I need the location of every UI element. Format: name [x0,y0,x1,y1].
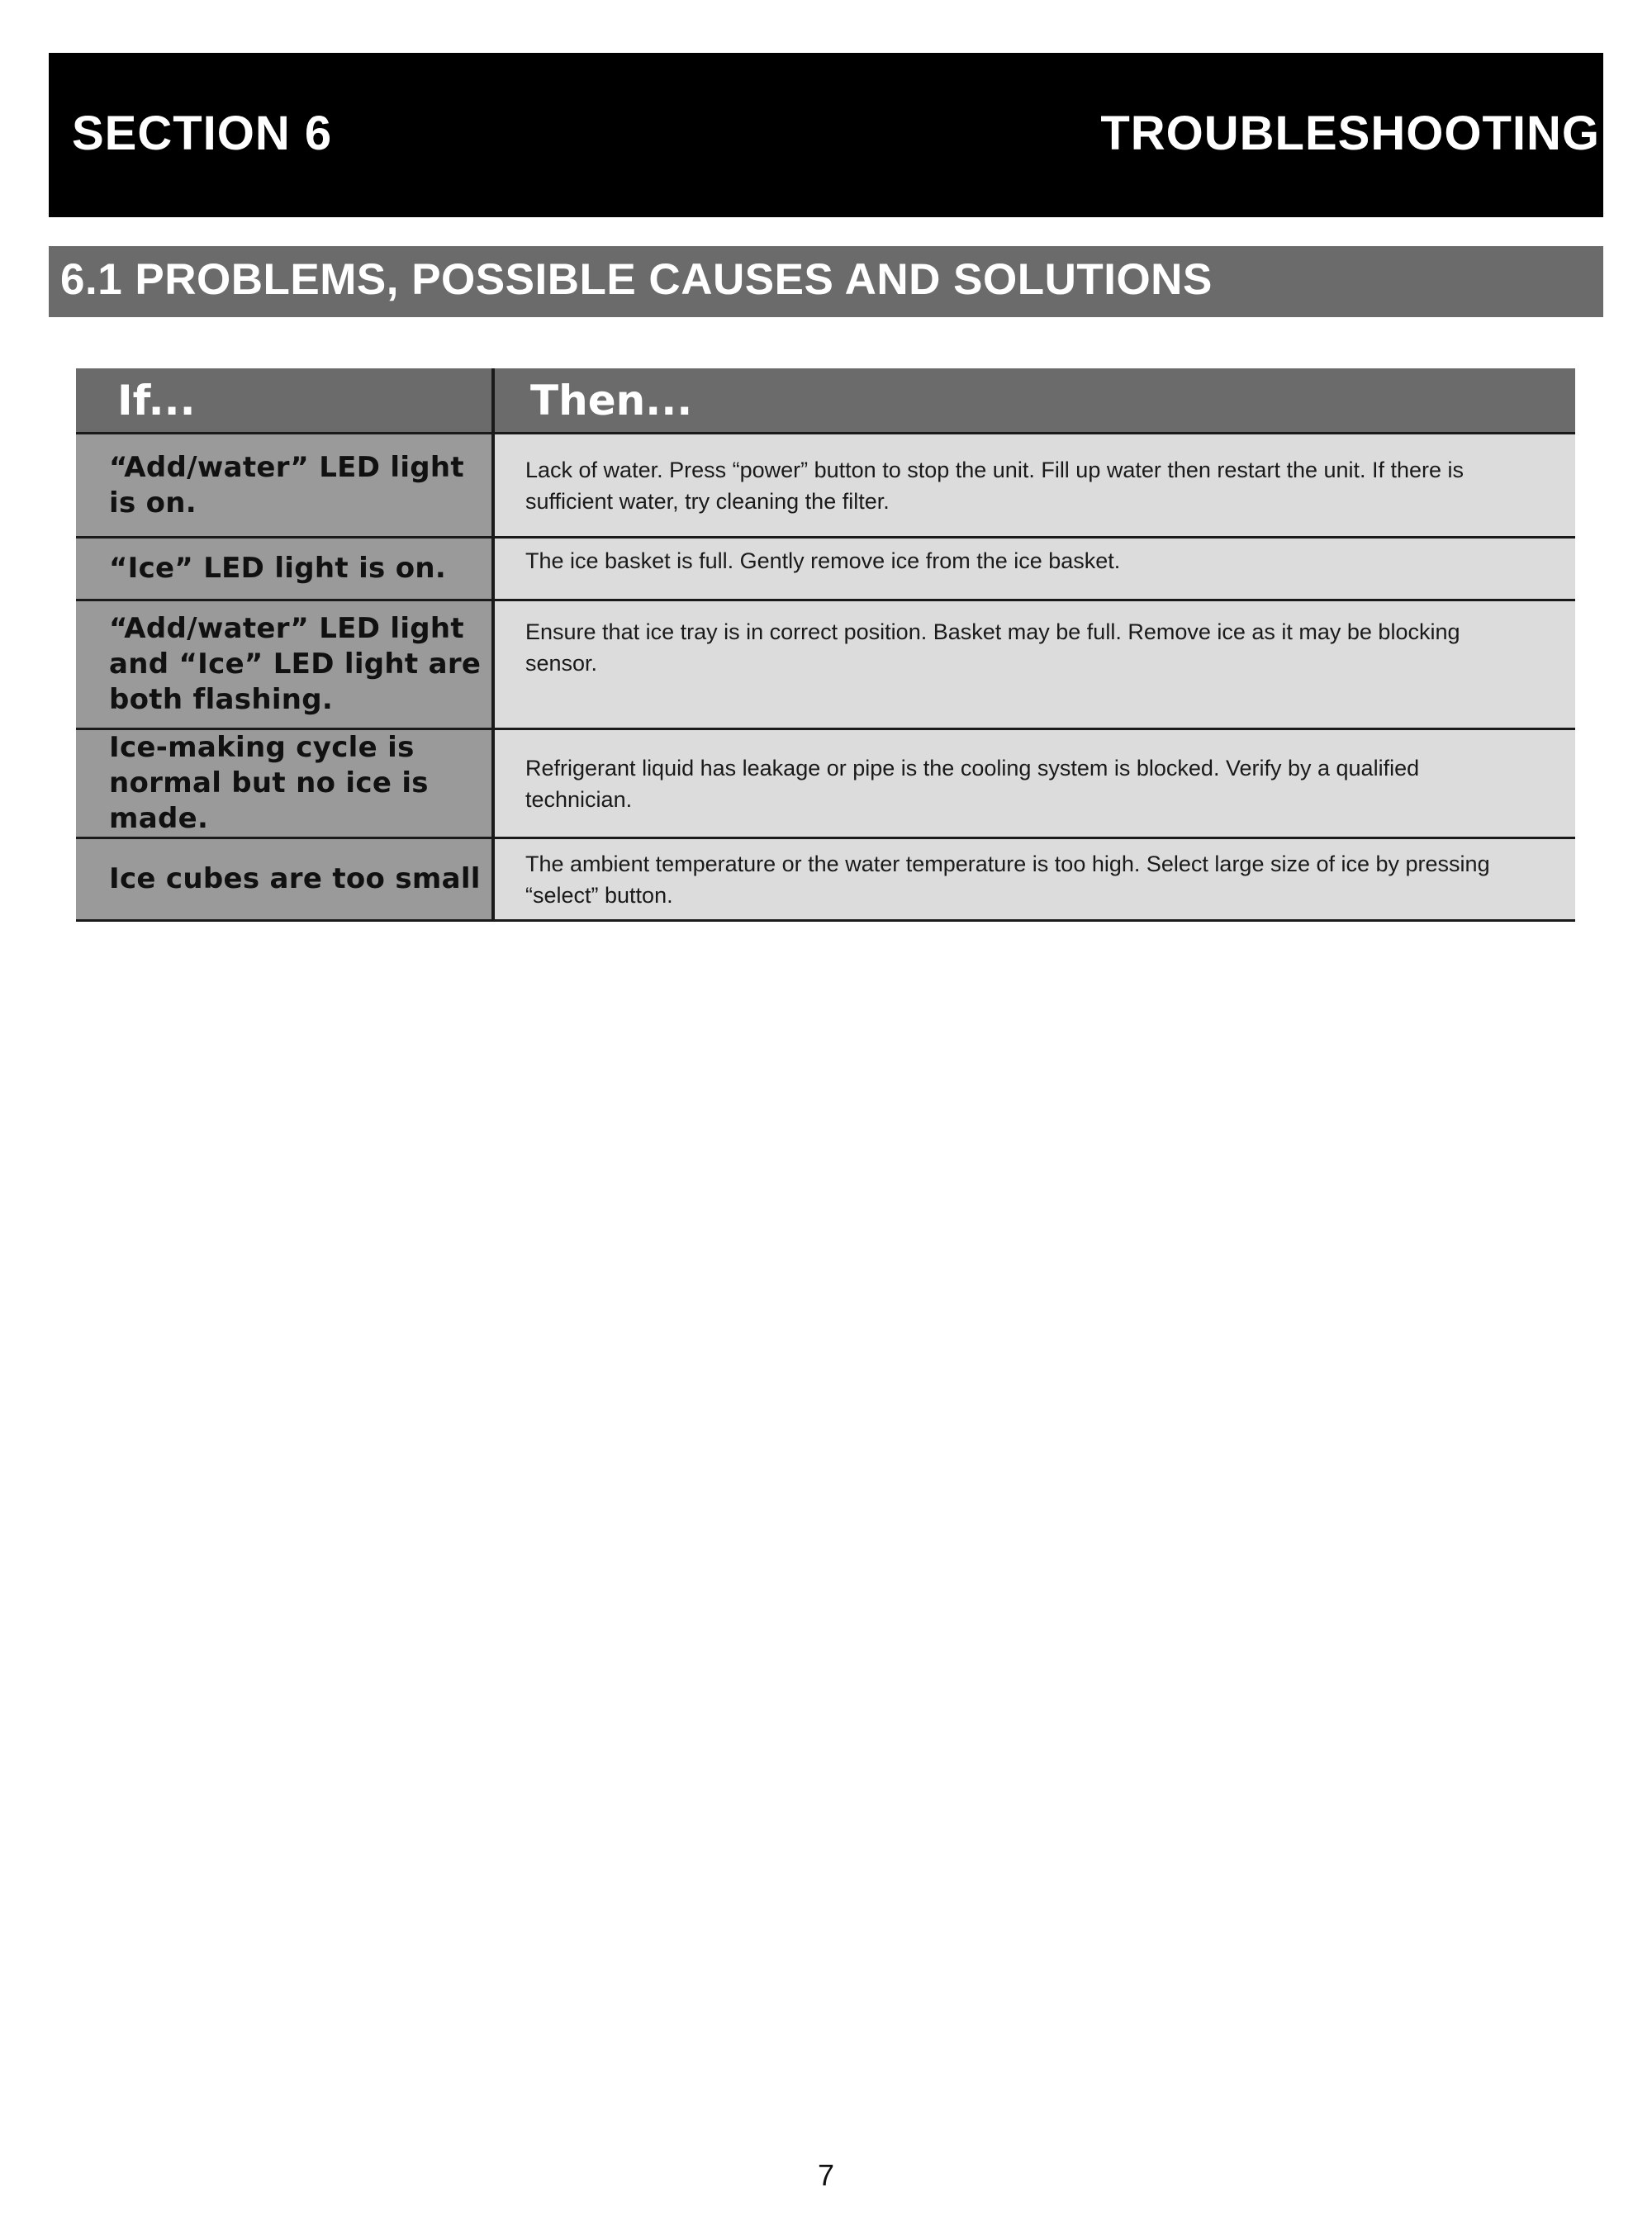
table-header-row [76,368,1575,434]
solution-cell: Lack of water. Press “power” button to stop the unit. Fill up water then restart the unit. If there is sufficient water, try cleaning the filter. [493,434,1575,538]
solution-cell: Refrigerant liquid has leakage or pipe is the cooling system is blocked. Verify by a qualified technician. [493,729,1575,838]
table-row [76,729,1575,838]
solution-cell: Ensure that ice tray is in correct position. Basket may be full. Remove ice as it may be blocking sensor. [493,600,1575,729]
table-row [76,838,1575,921]
problem-cell: “Add/water” LED light and “Ice” LED light are both flashing. [76,600,493,729]
section-header [49,53,1603,217]
problem-cell: “Add/water” LED light is on. [76,434,493,538]
column-header-if: If... [76,368,493,434]
solution-cell: The ambient temperature or the water temperature is too high. Select large size of ice by pressing “select” button. [493,838,1575,921]
troubleshooting-table [76,368,1575,922]
section-name: TROUBLESHOOTING [1100,107,1600,160]
table-row [76,538,1575,600]
subsection-bar [49,246,1603,317]
column-header-then: Then... [493,368,1575,434]
section-number: SECTION 6 [72,107,333,160]
problem-cell: Ice cubes are too small [76,838,493,921]
table-row [76,434,1575,538]
subsection-title: 6.1 PROBLEMS, POSSIBLE CAUSES AND SOLUTIONS [60,255,1213,304]
table-row [76,600,1575,729]
solution-cell: The ice basket is full. Gently remove ice from the ice basket. [493,538,1575,600]
problem-cell: Ice-making cycle is normal but no ice is made. [76,729,493,838]
problem-cell: “Ice” LED light is on. [76,538,493,600]
page-number: 7 [817,2158,835,2192]
